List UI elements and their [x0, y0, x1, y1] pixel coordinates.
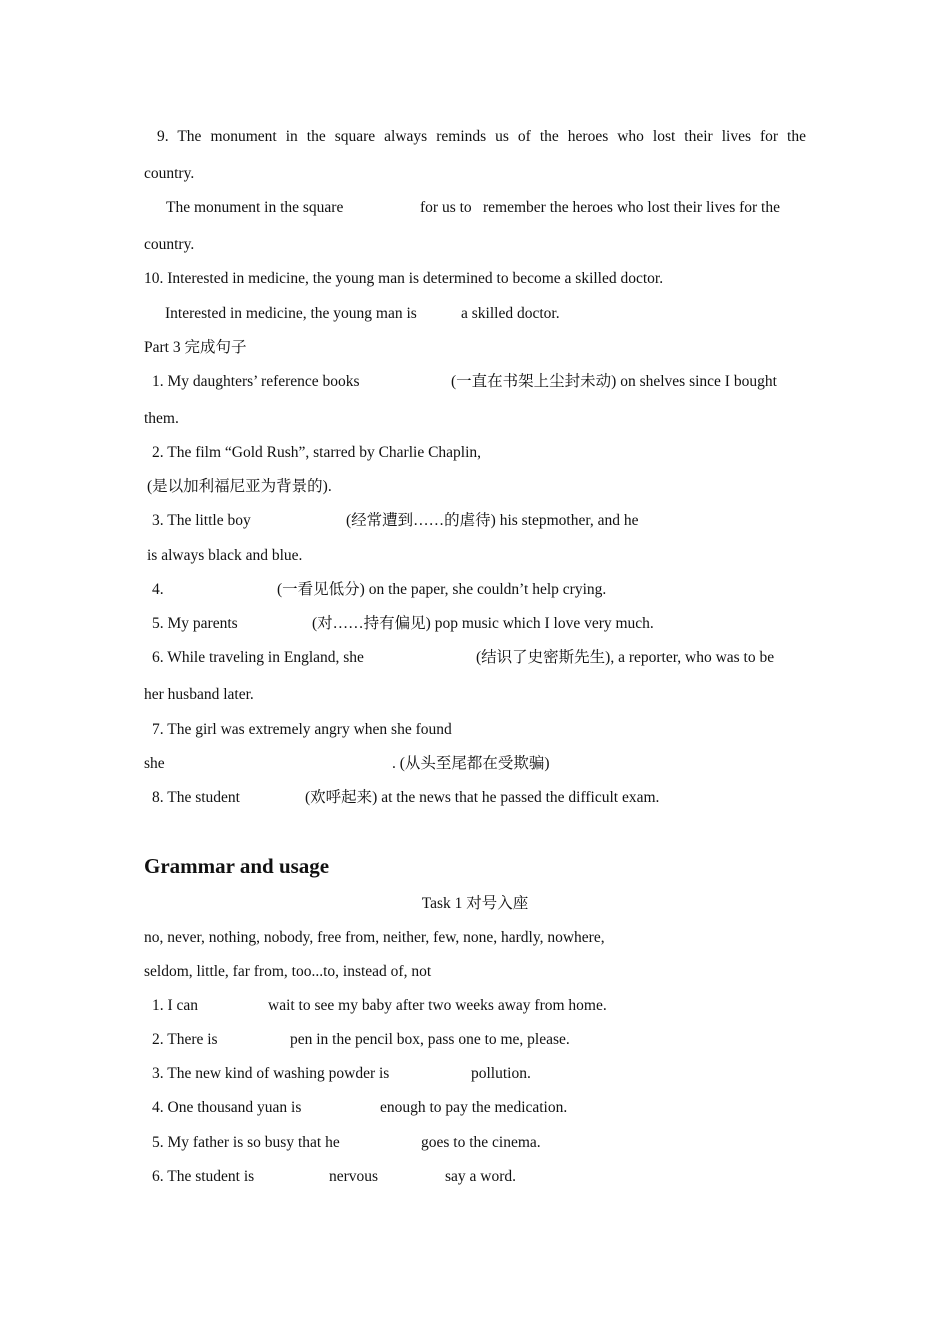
g-item5-a: 5. My father is so busy that he	[152, 1134, 340, 1151]
p3-item2-a: 2. The film “Gold Rush”, starred by Charlie Chaplin,	[152, 444, 482, 461]
p3-item4-b: (一看见低分) on the paper, she couldn’t help crying.	[277, 581, 607, 598]
g-item3-a: 3. The new kind of washing powder is	[152, 1065, 390, 1082]
p3-item4-a: 4.	[152, 581, 164, 598]
p3-item8-b: (欢呼起来) at the news that he passed the difficult exam.	[305, 789, 660, 806]
p3-item1-b: (一直在书架上尘封未动) on shelves since I bought	[451, 373, 777, 390]
g-item5-b: goes to the cinema.	[421, 1134, 541, 1151]
p3-item6-b: (结识了史密斯先生), a reporter, who was to be	[476, 649, 775, 666]
g-item2-b: pen in the pencil box, pass one to me, please.	[290, 1031, 570, 1048]
q9-rewrite-b: for us to	[420, 199, 472, 216]
word-bank-line1: no, never, nothing, nobody, free from, neither, few, none, hardly, nowhere,	[144, 929, 605, 946]
p3-item7-cont-b: . (从头至尾都在受欺骗)	[392, 755, 550, 772]
p3-item3-b: (经常遭到……的虐待) his stepmother, and he	[346, 512, 639, 529]
p3-item5-a: 5. My parents	[152, 615, 238, 632]
p3-item2-cont: (是以加利福尼亚为背景的).	[147, 478, 332, 495]
q9-original-text: 9. The monument in the square always reminds us of the heroes who lost their lives for the	[157, 128, 806, 145]
word-bank-line2: seldom, little, far from, too...to, instead of, not	[144, 963, 432, 980]
g-item1-b: wait to see my baby after two weeks away from home.	[268, 997, 607, 1014]
g-item6-a: 6. The student is	[152, 1168, 255, 1185]
g-item4-b: enough to pay the medication.	[380, 1099, 568, 1116]
p3-item1-cont: them.	[144, 410, 179, 427]
g-item2-a: 2. There is	[152, 1031, 218, 1048]
q9-rewrite-a: The monument in the square	[166, 199, 344, 216]
q10-rewrite-b: a skilled doctor.	[461, 305, 560, 322]
p3-item3-cont: is always black and blue.	[147, 547, 303, 564]
p3-item6-cont: her husband later.	[144, 686, 254, 703]
g-item6-b: nervous	[329, 1168, 379, 1185]
q9-rewrite-c: remember the heroes who lost their lives for the	[483, 199, 780, 216]
p3-item1-a: 1. My daughters’ reference books	[152, 373, 360, 390]
grammar-heading: Grammar and usage	[144, 854, 330, 878]
g-item6-c: say a word.	[445, 1168, 517, 1185]
p3-item5-b: (对……持有偏见) pop music which I love very much.	[312, 615, 654, 632]
g-item3-b: pollution.	[471, 1065, 531, 1082]
q9-original-line	[144, 127, 806, 147]
q10-original: 10. Interested in medicine, the young man is determined to become a skilled doctor.	[144, 270, 664, 287]
p3-item8-a: 8. The student	[152, 789, 240, 806]
task1-title: Task 1 对号入座	[421, 895, 529, 912]
q9-rewrite-cont: country.	[144, 236, 195, 253]
p3-item6-a: 6. While traveling in England, she	[152, 649, 364, 666]
g-item1-a: 1. I can	[152, 997, 199, 1014]
p3-item7-a: 7. The girl was extremely angry when she found	[152, 721, 452, 738]
q10-rewrite-a: Interested in medicine, the young man is	[165, 305, 417, 322]
part3-title: Part 3 完成句子	[144, 339, 247, 356]
p3-item7-cont-a: she	[144, 755, 165, 772]
p3-item3-a: 3. The little boy	[152, 512, 251, 529]
g-item4-a: 4. One thousand yuan is	[152, 1099, 302, 1116]
q9-original-cont: country.	[144, 165, 195, 182]
